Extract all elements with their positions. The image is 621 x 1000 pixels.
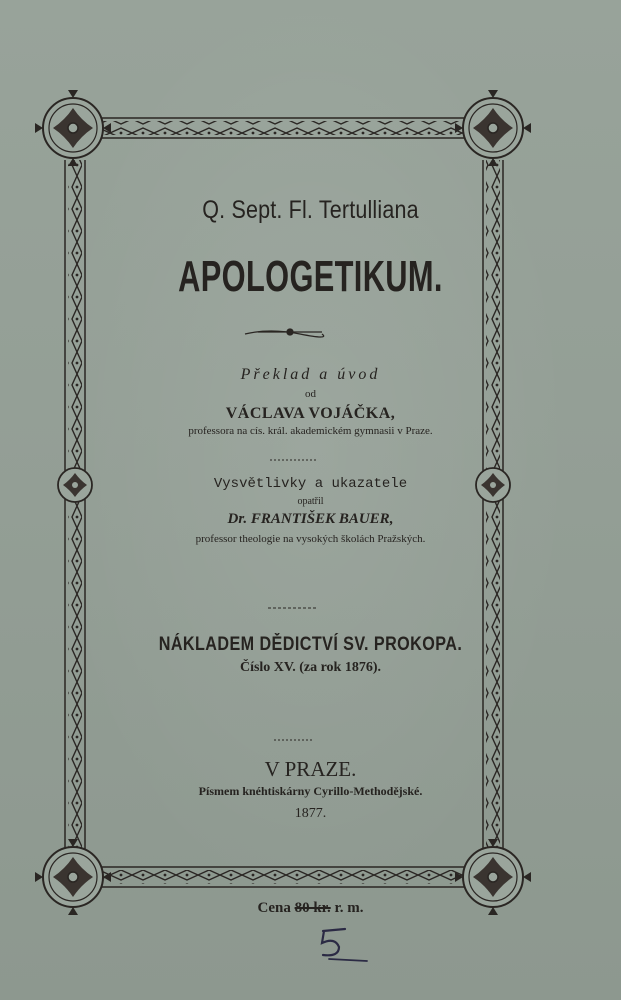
price-label: Cena xyxy=(257,900,291,916)
place-line: V PRAZE. xyxy=(264,757,357,781)
price-currency: r. m. xyxy=(334,900,364,916)
notes-label: Vysvětlivky a ukazatele xyxy=(213,476,408,492)
author-line: Q. Sept. Fl. Tertulliana xyxy=(202,196,419,224)
handwritten-price xyxy=(315,925,375,965)
price-old: 80 kr. xyxy=(294,900,331,916)
bottom-border xyxy=(95,870,480,884)
translator-name: VÁCLAVA VOJÁČKA, xyxy=(225,405,396,422)
issue-line: Číslo XV. (za rok 1876). xyxy=(239,660,382,675)
printer-line: Písmem knéhtiskárny Cyrillo-Methodějské. xyxy=(198,784,423,798)
corner-rosette-icon xyxy=(455,90,531,166)
translator-prefix: od xyxy=(305,388,316,400)
year-line: 1877. xyxy=(294,806,327,821)
corner-rosette-icon xyxy=(35,90,111,166)
editor-name: Dr. FRANTIŠEK BAUER, xyxy=(227,511,394,527)
flourish-divider-icon xyxy=(245,329,324,337)
notes-verb: opatřil xyxy=(297,496,324,507)
publisher-line: NÁKLADEM DĚDICTVÍ SV. PROKOPA. xyxy=(158,634,463,655)
translator-role: professora na cís. král. akademickém gymnasii v Praze. xyxy=(188,425,433,437)
price-line xyxy=(0,900,621,917)
page-title: APOLOGETIKUM. xyxy=(178,252,443,301)
translation-label: Překlad a úvod xyxy=(240,366,381,383)
editor-role: professor theologie na vysokých školách Pražských. xyxy=(195,533,426,545)
top-border xyxy=(95,121,480,135)
